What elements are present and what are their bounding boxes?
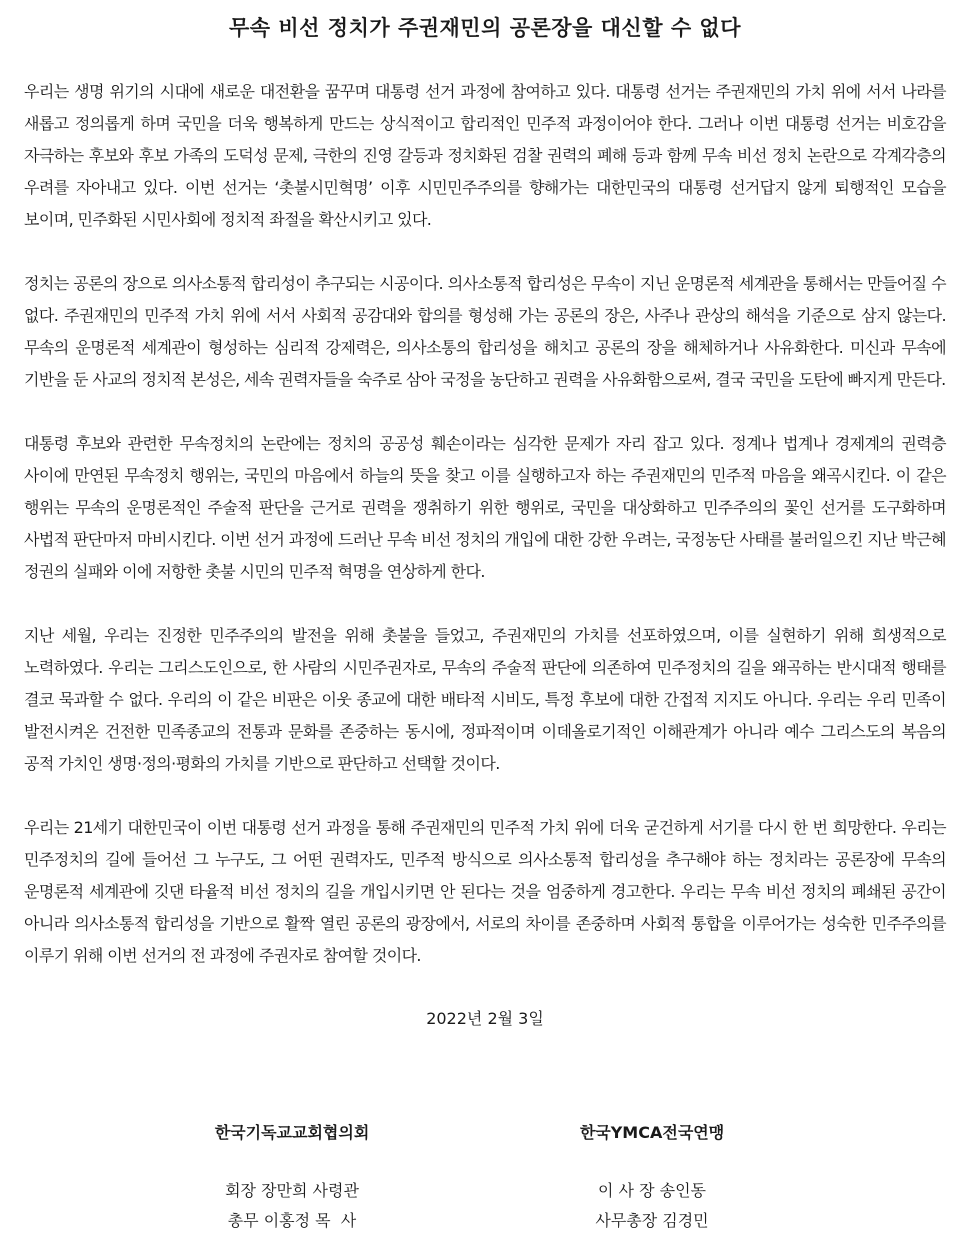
signatory-person: 이 사 장 송인동 — [598, 1181, 706, 1200]
document-title: 무속 비선 정치가 주권재민의 공론장을 대신할 수 없다 — [229, 16, 741, 40]
statement-body — [24, 76, 946, 972]
signatory-person: 사무총장 김경민 — [595, 1211, 709, 1230]
signatory-person: 총무 이홍정 목 사 — [227, 1211, 357, 1230]
paragraph-5: 우리는 21세기 대한민국이 이번 대통령 선거 과정을 통해 주권재민의 민주적 가치 위에 더욱 굳건하게 서기를 다시 한 번 희망한다. 우리는 민주정치의 길에 들어선 그 누구도, 그 어떤 권력자도, 민주적 방식으로 의사소통적 합리성을 추구해야 하는 정치라는 공론장에 무속의 운명론적 세계관에 깃댄 타율적 비선 정치의 길을 개입시키면 안 된다는 것을 엄중하게 경고한다. 우리는 무속 비선 정치의 폐쇄된 공간이 아니라 의사소통적 합리성을 기반으로 활짝 열린 공론의 광장에서, 서로의 차이를 존중하며 사회적 통합을 이루어가는 성숙한 민주주의를 이루기 위해 이번 선거의 전 과정에 주권자로 참여할 것이다. — [24, 818, 946, 965]
paragraph-3: 대통령 후보와 관련한 무속정치의 논란에는 정치의 공공성 훼손이라는 심각한 문제가 자리 잡고 있다. 정계나 법계나 경제계의 권력층 사이에 만연된 무속정치 행위는, 국민의 마음에서 하늘의 뜻을 찾고 이를 실행하고자 하는 주권재민의 민주적 마음을 왜곡시킨다. 이 같은 행위는 무속의 운명론적인 주술적 판단을 근거로 권력을 쟁취하기 위한 행위로, 국민을 대상화하고 민주주의의 꽃인 선거를 도구화하며 사법적 판단마저 마비시킨다. 이번 선거 과정에 드러난 무속 비선 정치의 개입에 대한 강한 우려는, 국정농단 사태를 불러일으킨 지난 박근혜 정권의 실패와 이에 저항한 촛불 시민의 민주적 혁명을 연상하게 한다. — [24, 434, 946, 581]
statement-date: 2022년 2월 3일 — [426, 1009, 544, 1028]
signatory-org: 한국기독교교회협의회 — [214, 1123, 370, 1142]
paragraph-2: 정치는 공론의 장으로 의사소통적 합리성이 추구되는 시공이다. 의사소통적 합리성은 무속이 지닌 운명론적 세계관을 통해서는 만들어질 수 없다. 주권재민의 민주적 가치 위에 서서 사회적 공감대와 합의를 형성해 가는 공론의 장은, 사주나 관상의 해석을 기준으로 삼지 않는다. 무속의 운명론적 세계관이 형성하는 심리적 강제력은, 의사소통의 합리성을 해치고 공론의 장을 해체하거나 사유화한다. 미신과 무속에 기반을 둔 사교의 정치적 본성은, 세속 권력자들을 숙주로 삼아 국정을 농단하고 권력을 사유화함으로써, 결국 국민을 도탄에 빠지게 만든다. — [24, 274, 946, 389]
paragraph-4: 지난 세월, 우리는 진정한 민주주의의 발전을 위해 촛불을 들었고, 주권재민의 가치를 선포하였으며, 이를 실현하기 위해 희생적으로 노력하였다. 우리는 그리스도인으로, 한 사람의 시민주권자로, 무속의 주술적 판단에 의존하여 민주정치의 길을 왜곡하는 반시대적 행태를 결코 묵과할 수 없다. 우리의 이 같은 비판은 이웃 종교에 대한 배타적 시비도, 특정 후보에 대한 간접적 지지도 아니다. 우리는 우리 민족이 발전시켜온 건전한 민족종교의 전통과 문화를 존중하는 동시에, 정파적이며 이데올로기적인 이해관계가 아니라 예수 그리스도의 복음의 공적 가치인 생명·정의·평화의 가치를 기반으로 판단하고 선택할 것이다. — [24, 626, 946, 773]
paragraph-1: 우리는 생명 위기의 시대에 새로운 대전환을 꿈꾸며 대통령 선거 과정에 참여하고 있다. 대통령 선거는 주권재민의 가치 위에 서서 나라를 새롭고 정의롭게 하며 국민을 더욱 행복하게 만드는 상식적이고 합리적인 민주적 과정이어야 한다. 그러나 이번 대통령 선거는 비호감을 자극하는 후보와 후보 가족의 도덕성 문제, 극한의 진영 갈등과 정치화된 검찰 권력의 폐해 등과 함께 무속 비선 정치 논란으로 각계각층의 우려를 자아내고 있다. 이번 선거는 ‘촛불시민혁명’ 이후 시민민주주의를 향해가는 대한민국의 대통령 선거답지 않게 퇴행적인 모습을 보이며, 민주화된 시민사회에 정치적 좌절을 확산시키고 있다. — [24, 82, 946, 229]
signatory-person: 회장 장만희 사령관 — [225, 1181, 359, 1200]
signatory-ncck — [162, 1118, 422, 1236]
signatory-ymca — [522, 1118, 782, 1236]
signatory-org: 한국YMCA전국연맹 — [579, 1123, 725, 1142]
